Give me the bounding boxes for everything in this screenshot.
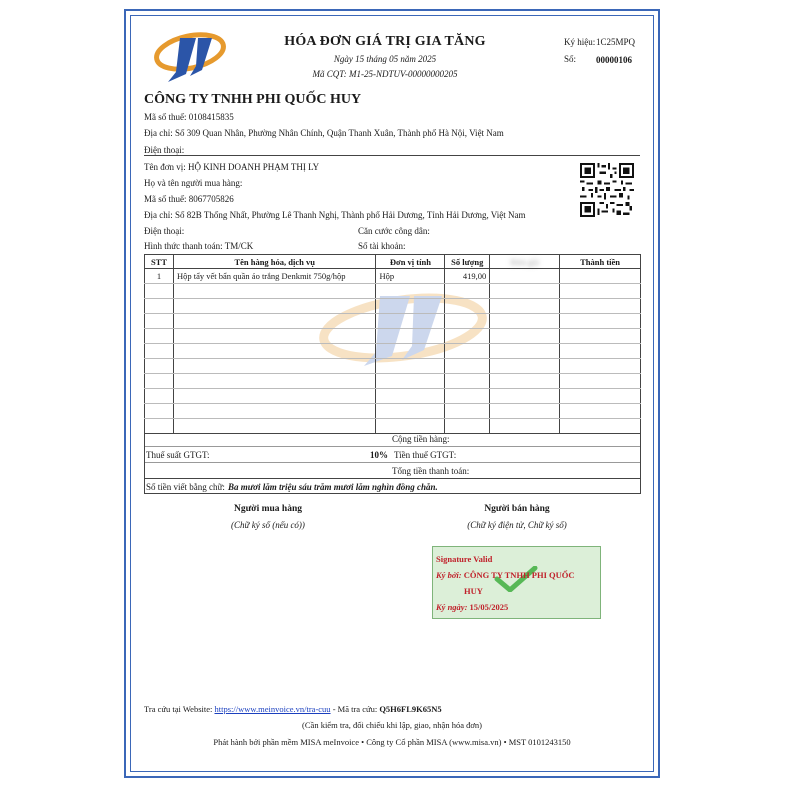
seller-signature-note: (Chữ ký điện tử, Chữ ký số) [467,520,567,530]
lookup-prefix: Tra cứu tại Website: [144,704,213,714]
lookup-code-label: - Mã tra cứu: [332,704,378,714]
seller-signature-title: Người bán hàng [484,504,550,514]
amount-in-words-label: Số tiền viết bằng chữ: [146,482,225,492]
payment-method: Hình thức thanh toán: TM/CK [144,241,254,251]
bank-account: Số tài khoản: [358,241,406,251]
buyer-address: Địa chỉ: Số 82B Thống Nhất, Phường Lê Thanh Nghị, Thành phố Hải Dương, Tỉnh Hải Dương, Việt Nam [144,210,526,220]
lookup-line [144,704,442,714]
signed-by-value-2: HUY [464,586,483,596]
buyer-signature-note: (Chữ ký số (nếu có)) [231,520,305,530]
vat-rate-label: Thuế suất GTGT: [146,450,210,460]
seller-address: Địa chỉ: Số 309 Quan Nhân, Phường Nhân Chính, Quận Thanh Xuân, Thành phố Hà Nội, Việt Nam [144,128,504,138]
total-label: Tổng tiền thanh toán: [392,466,470,476]
header-stt: STT [145,255,174,269]
seller-name: CÔNG TY TNHH PHI QUỐC HUY [144,92,362,107]
header-amount: Thành tiền [560,255,641,269]
invoice-title: HÓA ĐƠN GIÁ TRỊ GIA TĂNG [284,34,486,49]
summary-divider [145,446,640,447]
symbol-value: 1C25MPQ [596,37,636,47]
vat-rate: 10% [370,450,388,460]
number-label: Số: [564,54,577,64]
qr-code [580,163,634,217]
header-price: Đơn giá [490,255,560,269]
buyer-id-card: Căn cước công dân: [358,226,430,236]
subtotal-label: Cộng tiền hàng: [392,434,450,444]
table-header-row [145,255,641,269]
divider [144,155,640,156]
cell-price [490,269,560,284]
invoice-date: Ngày 15 tháng 05 năm 2025 [333,54,437,64]
vat-amount-label: Tiền thuế GTGT: [394,450,457,460]
signed-by [436,570,575,580]
buyer-phone: Điện thoại: [144,226,185,236]
header-qty: Số lượng [445,255,490,269]
table-row [145,329,641,344]
header-unit: Đơn vị tính [376,255,445,269]
symbol-label: Ký hiệu: [564,37,596,47]
buyer-unit: Tên đơn vị: HỘ KINH DOANH PHẠM THỊ LY [144,162,320,172]
cell-unit: Hộp [376,269,445,284]
signed-date [436,602,508,612]
cell-qty: 419,00 [445,269,490,284]
buyer-signature-title: Người mua hàng [234,504,302,514]
table-row [145,314,641,329]
table-row [145,359,641,374]
cell-name: Hộp tẩy vết bẩn quần áo trắng Denkmit 750g/hộp [173,269,376,284]
seller-tax-code: Mã số thuế: 0108415835 [144,112,234,122]
signature-valid-text: Signature Valid [436,554,493,564]
signed-by-value-1: CÔNG TY TNHH PHI QUỐC [463,570,575,580]
lookup-link[interactable]: https://www.meinvoice.vn/tra-cuu [214,704,331,714]
table-row [145,404,641,419]
seller-phone: Điện thoại: [144,145,185,155]
table-row [145,284,641,299]
table-row [145,344,641,359]
buyer-name: Họ và tên người mua hàng: [144,178,243,188]
signed-by-label: Ký bởi: [436,570,462,580]
cell-stt: 1 [145,269,174,284]
cqt-code: Mã CQT: M1-25-NDTUV-00000000205 [312,69,458,79]
signed-date-label: Ký ngày: [436,602,468,612]
table-row [145,269,641,284]
items-table [144,254,641,434]
amount-in-words: Ba mươi lăm triệu sáu trăm mươi lăm nghìn đồng chẵn. [228,482,438,492]
table-row [145,389,641,404]
invoice-number: 00000106 [596,55,632,65]
summary-divider [145,478,640,479]
signed-date-value: 15/05/2025 [469,602,509,612]
table-row [145,299,641,314]
lookup-code: Q5H6FL9K65N5 [379,704,442,714]
buyer-tax-code: Mã số thuế: 8067705826 [144,194,234,204]
table-row [145,374,641,389]
issuer-line: Phát hành bởi phần mềm MISA meInvoice • Công ty Cổ phần MISA (www.misa.vn) • MST 0101243150 [213,737,571,747]
company-logo [146,26,230,88]
header-name: Tên hàng hóa, dịch vụ [173,255,376,269]
cell-amount [560,269,641,284]
check-note: (Cần kiểm tra, đối chiếu khi lập, giao, nhận hóa đơn) [302,720,482,730]
summary-divider [145,462,640,463]
